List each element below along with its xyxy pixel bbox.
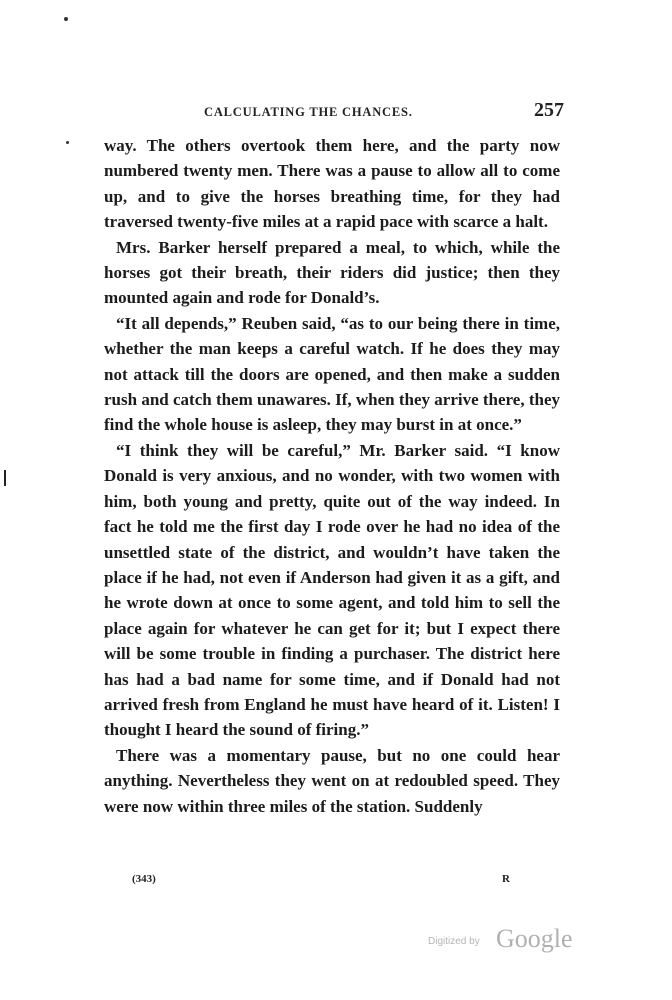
body-text [104,133,560,819]
ink-speck [64,17,68,21]
page-edge-mark [4,470,6,486]
page-number: 257 [534,99,564,121]
google-logo: Google [496,924,573,953]
digitized-watermark [428,924,588,954]
paragraph: Mrs. Barker herself prepared a meal, to which, while the horses got their breath, their riders did justice; then they mounted again and rode for Donald’s. [104,237,560,308]
page-header [104,99,564,129]
running-head: CALCULATING THE CHANCES. [204,105,413,119]
signature-code: (343) [132,873,156,885]
signature-letter: R [502,873,510,885]
ink-speck [66,141,69,144]
paragraph: “I think they will be careful,” Mr. Barker said. “I know Donald is very anxious, and no wonder, with two women with him, both young and pretty, quite out of the way indeed. In fact he told me the first day I rode over he had no idea of the unsettled state of the district, and wouldn’t have taken the place if he had, not even if Anderson had given it as a gift, and he wrote down at once to some agent, and told him to sell the place again for whatever he can get for it; but I expect there will be some trouble in finding a purchaser. The district here has had a bad name for some time, and if Donald had not arrived fresh from England he must have heard of it. Listen! I thought I heard the sound of firing.” [104,440,560,740]
paragraph: “It all depends,” Reuben said, “as to our being there in time, whether the man keeps a careful watch. If he does they may not attack till the doors are opened, and then make a sudden rush and catch them unawares. If, when they arrive there, they find the whole house is asleep, they may burst in at once.” [104,313,560,435]
paragraph: There was a momentary pause, but no one could hear anything. Nevertheless they went on at redoubled speed. They were now within three miles of the station. Suddenly [104,745,560,816]
page-footer [132,873,512,893]
watermark-small-text: Digitized by [428,936,480,947]
paragraph: way. The others overtook them here, and the party now numbered twenty men. There was a pause to allow all to come up, and to give the horses breathing time, for they had traversed twenty-five miles at a rapid pace with scarce a halt. [104,136,560,232]
